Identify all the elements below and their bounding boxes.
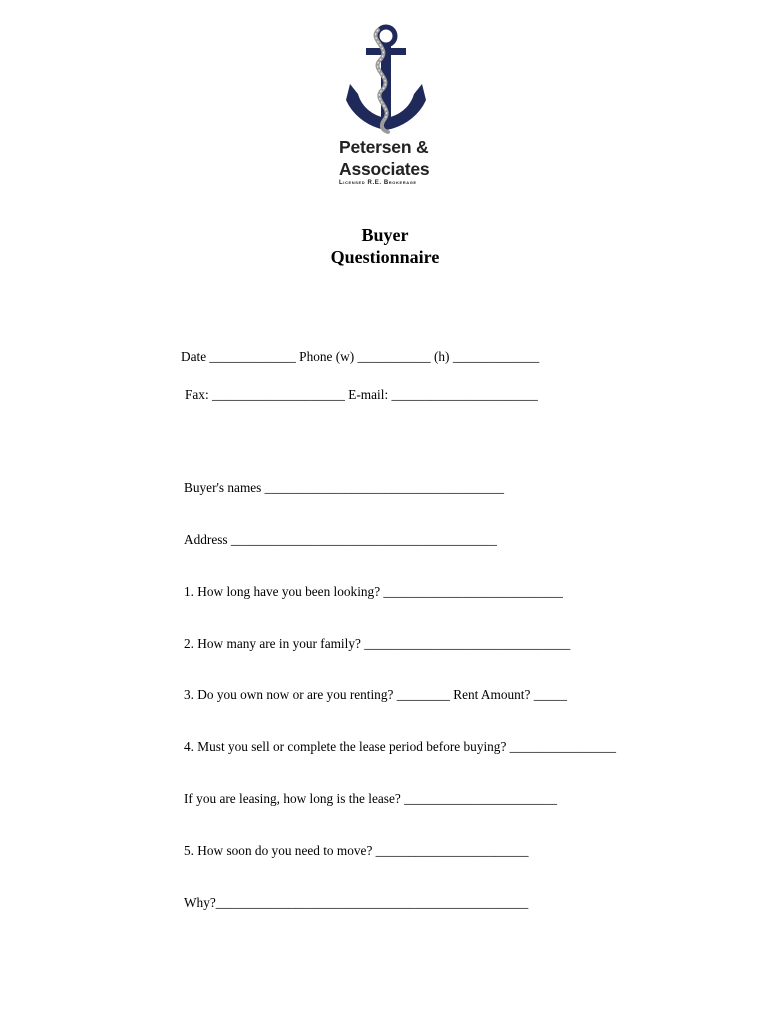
question-4-field[interactable]: 4. Must you sell or complete the lease period before buying? ________________ — [184, 739, 617, 754]
brand-name-line1: Petersen & — [339, 137, 429, 157]
page-title-line1: Buyer — [361, 225, 409, 245]
brand-name-line2: Associates — [339, 159, 430, 179]
brand-name — [339, 136, 429, 180]
address-field[interactable]: Address ________________________________________ — [184, 532, 497, 547]
why-field[interactable]: Why?_______________________________________________ — [184, 895, 529, 910]
question-1-field[interactable]: 1. How long have you been looking? ___________________________ — [184, 584, 563, 599]
page-title-line2: Questionnaire — [330, 247, 440, 267]
question-3-field[interactable]: 3. Do you own now or are you renting? ________ Rent Amount? _____ — [184, 687, 567, 702]
brand-tagline: Licensed R.E. Brokerage — [339, 180, 417, 186]
question-2-field[interactable]: 2. How many are in your family? _______________________________ — [184, 636, 571, 651]
date-phone-field[interactable]: Date _____________ Phone (w) ___________ (h) _____________ — [181, 349, 540, 364]
question-5-field[interactable]: 5. How soon do you need to move? _______________________ — [184, 843, 529, 858]
anchor-icon — [344, 22, 428, 136]
fax-email-field[interactable]: Fax: ____________________ E-mail: ______________________ — [185, 387, 538, 402]
lease-length-field[interactable]: If you are leasing, how long is the lease? _______________________ — [184, 791, 557, 806]
buyers-names-field[interactable]: Buyer's names ____________________________________ — [184, 480, 505, 495]
